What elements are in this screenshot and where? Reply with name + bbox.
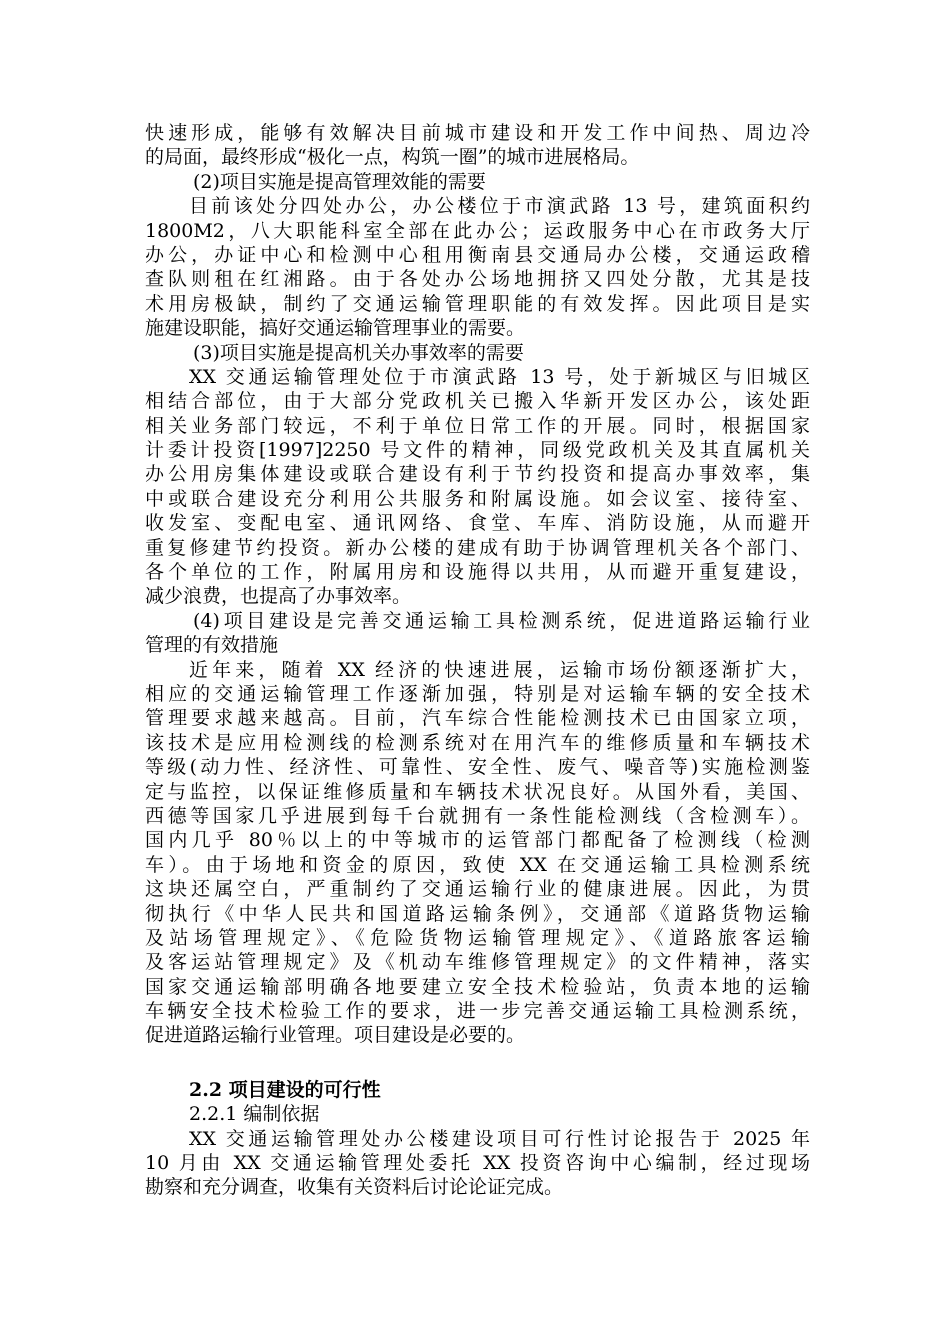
paragraph-line: XX 交通运输管理处位于市演武路 13 号，处于新城区与旧城区 <box>189 365 810 388</box>
paragraph-line: 及客运站管理规定》及《机动车维修管理规定》的文件精神，落实 <box>145 951 810 974</box>
paragraph-line: 查队则租在红湘路。由于各处办公场地拥挤又四处分散，尤其是技 <box>145 268 810 291</box>
paragraph-line: 管理要求越来越高。目前，汽车综合性能检测技术已由国家立项， <box>145 707 810 730</box>
subsection-title: 2.2.1 编制依据 <box>189 1103 320 1126</box>
paragraph-line: 快速形成，能够有效解决目前城市建设和开发工作中间热、周边冷 <box>145 122 810 144</box>
paragraph-line: 减少浪费，也提高了办事效率。 <box>145 585 412 608</box>
paragraph-line: XX 交通运输管理处办公楼建设项目可行性讨论报告于 2025 年 <box>189 1127 810 1150</box>
paragraph-line: 近年来，随着 XX 经济的快速进展，运输市场份额逐渐扩大， <box>189 658 810 681</box>
paragraph-line: 定与监控，以保证维修质量和车辆技术状况良好。从国外看，美国、 <box>145 780 810 803</box>
paragraph-line: 西德等国家几乎进展到每千台就拥有一条性能检测线（含检测车）。 <box>145 804 810 827</box>
paragraph-line: 中或联合建设充分利用公共服务和附属设施。如会议室、接待室、 <box>145 487 810 510</box>
paragraph-line: 目前该处分四处办公，办公楼位于市演武路 13 号，建筑面积约 <box>189 195 810 218</box>
section-title: 2.2 项目建设的可行性 <box>189 1078 381 1101</box>
paragraph-line: 1800M2，八大职能科室全部在此办公；运政服务中心在市政务大厅 <box>145 219 810 242</box>
paragraph-line: 术用房极缺，制约了交通运输管理职能的有效发挥。因此项目是实 <box>145 292 810 315</box>
subheading: (4)项目建设是完善交通运输工具检测系统，促进道路运输行业 <box>193 609 810 632</box>
paragraph-line: 促进道路运输行业管理。项目建设是必要的。 <box>145 1024 526 1047</box>
paragraph-line: 相结合部位，由于大部分党政机关已搬入华新开发区办公，该处距 <box>145 390 810 413</box>
paragraph-line: 重复修建节约投资。新办公楼的建成有助于协调管理机关各个部门、 <box>145 536 810 559</box>
subheading: (3)项目实施是提高机关办事效率的需要 <box>193 341 524 364</box>
paragraph-line: 该技术是应用检测线的检测系统对在用汽车的维修质量和车辆技术 <box>145 731 810 754</box>
paragraph-line: 10 月由 XX 交通运输管理处委托 XX 投资咨询中心编制，经过现场 <box>145 1152 810 1175</box>
paragraph-line: 这块还属空白，严重制约了交通运输行业的健康进展。因此，为贯 <box>145 878 810 901</box>
document-body <box>145 121 810 1200</box>
paragraph-line: 国家交通运输部明确各地要建立安全技术检验站，负责本地的运输 <box>145 975 810 998</box>
paragraph-line: 车）。由于场地和资金的原因，致使 XX 在交通运输工具检测系统 <box>145 853 810 876</box>
paragraph-line: 等级(动力性、经济性、可靠性、安全性、废气、噪音等)实施检测鉴 <box>145 756 810 779</box>
paragraph-line: 及站场管理规定》、《危险货物运输管理规定》、《道路旅客运输 <box>145 926 810 949</box>
paragraph-line: 彻执行《中华人民共和国道路运输条例》，交通部《道路货物运输 <box>145 902 810 925</box>
paragraph-line: 收发室、变配电室、通讯网络、食堂、车库、消防设施，从而避开 <box>145 512 810 535</box>
paragraph-line: 办公用房集体建设或联合建设有利于节约投资和提高办事效率，集 <box>145 463 810 486</box>
paragraph-line: 相关业务部门较远，不利于单位日常工作的开展。同时，根据国家 <box>145 414 810 437</box>
subheading: 管理的有效措施 <box>145 634 279 657</box>
paragraph-line: 勘察和充分调查，收集有关资料后讨论论证完成。 <box>145 1176 564 1199</box>
paragraph-line: 施建设职能，搞好交通运输管理事业的需要。 <box>145 317 526 340</box>
paragraph-line: 的局面，最终形成“极化一点，构筑一圈”的城市进展格局。 <box>145 146 640 169</box>
paragraph-line: 各个单位的工作，附属用房和设施得以共用，从而避开重复建设， <box>145 561 810 584</box>
paragraph-line: 车辆安全技术检验工作的要求，进一步完善交通运输工具检测系统， <box>145 1000 810 1023</box>
paragraph-line: 办公，办证中心和检测中心租用衡南县交通局办公楼，交通运政稽 <box>145 243 810 266</box>
section-gap <box>145 1048 810 1078</box>
paragraph-line: 国内几乎 80％以上的中等城市的运管部门都配备了检测线（检测 <box>145 829 810 852</box>
paragraph-line: 计委计投资[1997]2250 号文件的精神，同级党政机关及其直属机关 <box>145 439 810 462</box>
paragraph-line: 相应的交通运输管理工作逐渐加强，特别是对运输车辆的安全技术 <box>145 682 810 705</box>
subheading: (2)项目实施是提高管理效能的需要 <box>193 170 486 193</box>
